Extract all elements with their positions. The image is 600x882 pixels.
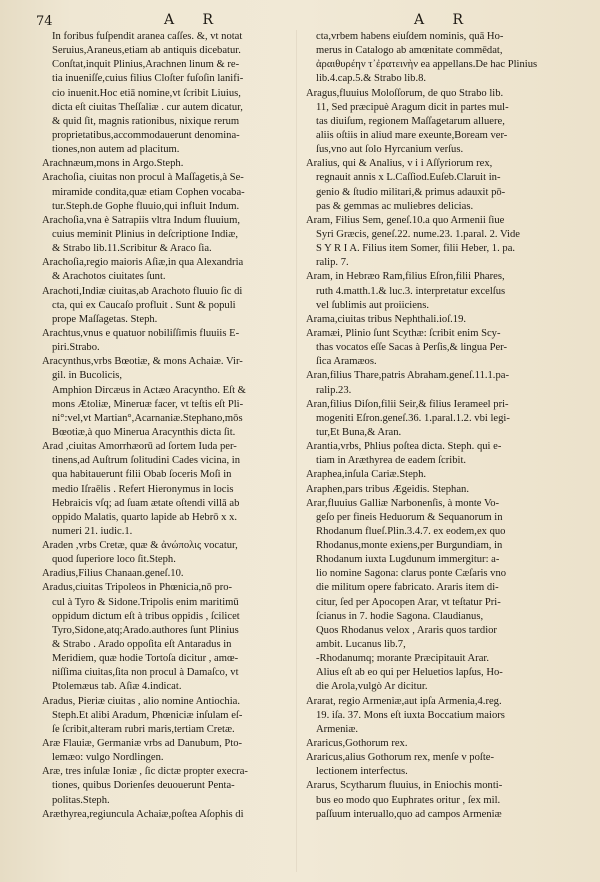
text-line: piri.Strabo.: [52, 342, 100, 354]
text-line: niſſima ciuitas,ſita non procul à Damaſco, vt: [52, 667, 239, 679]
text-line: politas.Steph.: [52, 794, 110, 806]
entry-headword-line: Aran,filius Diſon,filii Seir,& filius Ierameel pri-: [306, 398, 509, 410]
entry-headword-line: Arama,ciuitas tribus Nephthali.ioſ.19.: [306, 313, 467, 325]
text-line: Armeniæ.: [316, 723, 359, 735]
text-line: & quid ſit, magnis rationibus, nixique rerum: [52, 115, 240, 127]
entry-headword-line: Aræthyrea,regiuncula Achaiæ,poſtea Aſophis di: [42, 808, 244, 820]
text-line: Seruius,Araneus,etiam ab antiquis dicebatur.: [52, 45, 241, 57]
entry-headword-line: Araricus,alius Gothorum rex, menſe v poſte-: [306, 752, 494, 764]
running-head-left: A R: [164, 12, 226, 28]
text-line: thas vocatos eſſe Sacas à Perſis,& lingua Per-: [316, 342, 508, 354]
text-line: mons Ætoliæ, Mineruæ facer, vt teſtis eſt Pli-: [52, 398, 244, 410]
text-line: tiones, quibus Dorienſes deuouerunt Penta-: [52, 780, 235, 792]
text-line: Tyro,Sidone,atq;Arado.authores ſunt Plinius: [52, 624, 239, 636]
text-line: Conſtat,inquit Plinius,Arachnen linum & re-: [52, 59, 240, 71]
text-line: mogeniti Eſron.geneſ.36. 1.paral.1.2. vbi legi-: [316, 412, 510, 424]
page-header: [36, 10, 564, 32]
text-line: ſe ſcribit,alteram rubri maris,tertiam Cretæ.: [52, 723, 235, 735]
text-line: tiones,non autem ad placitum.: [52, 144, 180, 156]
entry-headword-line: Arad ,ciuitas Amorrhæorū ad ſortem Iuda per-: [42, 441, 237, 453]
page-number: 74: [36, 14, 53, 29]
entry-headword-line: Aram, Filius Sem, geneſ.10.a quo Armenii ſiue: [306, 214, 505, 226]
text-line: cta, qui ex Caucaſo profluit . Sunt & populi: [52, 299, 236, 311]
text-line: numeri 21. iudic.1.: [52, 525, 133, 537]
text-line: dicta eſt ciuitas Theſſaliæ . cur autem dicatur,: [52, 101, 243, 113]
entry-headword-line: Aracynthus,vrbs Bœotiæ, & mons Achaiæ. Vir-: [42, 356, 243, 368]
text-line: cta,vrbem habens eiuſdem nominis, quā Ho-: [316, 31, 504, 42]
text-line: tia inueniſſe,cuius filius Cloſter fuſoſin lanifi-: [52, 73, 244, 85]
entry-headword-line: Arar,fluuius Galliæ Narbonenſis, à monte Vo-: [306, 497, 500, 509]
left-column: [42, 30, 310, 822]
text-line: geſo per fineis Heduorum & Sequanorum in: [316, 511, 503, 523]
text-line: die Arola,vulgò Ar dicitur.: [316, 681, 428, 693]
text-line: In foribus fuſpendit aranea caſſes. &, vt notat: [52, 31, 243, 42]
text-line: lib.4.cap.5.& Strabo lib.8.: [316, 73, 427, 85]
entry-headword-line: Aran,filius Thare,patris Abraham.geneſ.11.1.pa-: [306, 370, 509, 382]
text-line: regnauit annis x L.Caſſiod.Euſeb.Claruit in-: [316, 172, 501, 184]
text-line: paſſuum interuallo,quo ad campos Armeniæ: [316, 808, 502, 820]
text-line: lio nomine Sagona: clarus ponte Cæſaris vno: [316, 568, 507, 580]
text-line: ralip. 7.: [316, 257, 349, 269]
text-line: Amphion Dircæus in Actæo Aracyntho. Eſt &: [52, 384, 246, 396]
text-line: quod ſuperiore loco ſit.Steph.: [52, 554, 176, 566]
right-column: [306, 30, 574, 822]
text-line: genio & ſtudio militari,& primus adauxit pō-: [316, 186, 506, 198]
text-line: merus in Catalogo ab amœnitate commēdat,: [316, 45, 503, 57]
text-line: cio inuenit.Hoc etiā nomine,vt ſcribit Liuius,: [52, 87, 241, 99]
text-line: tinens,ad Auſtrum ſolitudini Cades vicina, in: [52, 455, 241, 467]
text-line: Rhodanus,monte exiens,per Burgundiam, in: [316, 540, 503, 552]
text-line: lemæo: vulgo Nordlingen.: [52, 752, 164, 764]
text-line: aliis oſtiis in aliud mare exeunte,Boream ver-: [316, 129, 508, 141]
entry-headword-line: Araden ,vrbs Cretæ, quæ & ἀνώπολις vocatur,: [42, 540, 238, 552]
text-line: Rhodanum iuxta Lugdunum immergitur: a-: [316, 554, 500, 566]
text-line: cul à Tyro & Sidone.Tripolis enim maritimū: [52, 596, 239, 608]
text-line: ambit. Lucanus lib.7,: [316, 639, 406, 651]
entry-headword-line: Ararus, Scytharum fluuius, in Eniochis monti-: [306, 780, 503, 792]
running-head-right: A R: [414, 12, 476, 28]
entry-headword-line: Arachtus,vnus e quatuor nobiliſſimis fluuiis E-: [42, 327, 240, 339]
text-line: & Strabo lib.11.Scribitur & Araco ſia.: [52, 243, 212, 255]
text-line: Meridiem, quæ hodie Tortoſa dicitur , amœ-: [52, 653, 239, 665]
text-line: 19. iſa. 37. Mons eſt iuxta Boccatium maiors: [316, 709, 505, 721]
text-line: Hebraicis vſq; ad ſuam ætate oſtendi villā ab: [52, 497, 240, 509]
text-line: proprietatibus,accommodauerunt denomina-: [52, 129, 240, 141]
text-line: ἀραιθυρέην τ᾽ἐρατεινὴν ea appellans.De hac Plinius: [316, 59, 538, 71]
text-line: & Strabo . Arado oppoſita eſt Antaradus in: [52, 639, 232, 651]
entry-headword-line: Arachoſia, ciuitas non procul à Maſſagetis,à Se-: [42, 172, 244, 184]
entry-headword-line: Aradus, Pieriæ ciuitas , alio nomine Antiochia.: [42, 695, 241, 707]
text-line: S Y R I A. Filius item Somer, filii Heber, 1. pa.: [316, 243, 516, 255]
text-line: ſcianus in 7. hodie Sagona. Claudianus,: [316, 610, 484, 622]
text-line: prope Maſſagetas. Steph.: [52, 313, 158, 325]
text-line: Syri Græcis, geneſ.22. nume.23. 1.paral. 2. Vide: [316, 228, 520, 240]
entry-headword-line: Arachoti,Indiæ ciuitas,ab Arachoto fluuio ſic di: [42, 285, 243, 297]
entry-headword-line: Arachnæum,mons in Argo.Steph.: [42, 158, 184, 170]
text-line: bus eo modo quo Euphrates oritur , ſex mil.: [316, 794, 501, 806]
entry-headword-line: Aralius, qui & Analius, v i i Aſſyriorum rex,: [306, 158, 493, 170]
entry-headword-line: Arachoſia,regio maioris Aſiæ,in qua Alexandria: [42, 257, 244, 269]
text-line: qua habitauerunt filii Obab ſoceris Moſi in: [52, 469, 232, 481]
entry-headword-line: Aræ Flauiæ, Germaniæ vrbs ad Danubum, Pto-: [42, 738, 243, 750]
entry-headword-line: Aræ, tres inſulæ Ioniæ , ſic dictæ propter execra-: [42, 766, 248, 778]
text-line: ſica Aramæos.: [316, 356, 377, 368]
text-line: tur,Et Buna,& Aran.: [316, 426, 402, 438]
entry-headword-line: Arachoſia,vna è Satrapiis vltra Indum fluuium,: [42, 214, 240, 226]
entry-headword-line: Araphea,inſula Cariæ.Steph.: [306, 469, 427, 481]
text-line: ralip.23.: [316, 384, 352, 396]
text-line: Alius eſt ab eo qui per Heluetios lapſus, Ho-: [316, 667, 503, 679]
text-line: oppidum dictum eſt à tribus oppidis , ſcilicet: [52, 610, 240, 622]
text-line: Ptolemæus tab. Aſiæ 4.indicat.: [52, 681, 182, 693]
text-line: ni°:vel,vt Martian°,Acarnaniæ.Stephano,mōs: [52, 412, 243, 424]
text-line: tas diuiſum, regionem Maſſagetarum alluere,: [316, 115, 505, 127]
text-line: Rhodanum flueſ.Plin.3.4.7. ex eodem,ex quo: [316, 525, 506, 537]
entry-headword-line: Ararat, regio Armeniæ,aut ipſa Armenia,4.reg.: [306, 695, 502, 707]
entry-headword-line: Aradus,ciuitas Tripoleos in Phœnicia,nō pro-: [42, 582, 233, 594]
text-line: Bœotiæ,à quo Minerua Aracynthis dicta ſit.: [52, 426, 236, 438]
text-line: Quos Rhodanus velox , Araris quos tardior: [316, 624, 497, 636]
entry-headword-line: Araphen,pars tribus Ægeidis. Stephan.: [306, 483, 469, 495]
entry-headword-line: Arantia,vrbs, Phlius poſtea dicta. Steph. qui e-: [306, 441, 502, 453]
text-line: miramide condita,quæ etiam Cophen vocaba-: [52, 186, 245, 198]
text-line: oppido Malatis, quarto lapide ab Hebrō x x.: [52, 511, 238, 523]
text-line: medio Iſraēlis . Refert Hieronymus in locis: [52, 483, 234, 495]
text-line: cuius meminit Plinius in deſcriptione Indiæ,: [52, 228, 238, 240]
text-line: tur.Steph.de Gophe fluuio,qui influit Indum.: [52, 200, 240, 212]
text-line: lectionem interfectus.: [316, 766, 408, 778]
entry-headword-line: Araricus,Gothorum rex.: [306, 738, 408, 750]
text-line: vel ſublimis aut proiiciens.: [316, 299, 429, 311]
entry-headword-line: Aramæi, Plinio ſunt Scythæ: ſcribit enim Scy-: [306, 327, 501, 339]
text-line: tiam in Aræthyrea de eadem ſcribit.: [316, 455, 467, 467]
text-line: pas & gemmas ac muliebres delicias.: [316, 200, 474, 212]
text-line: gil. in Bucolicis,: [52, 370, 123, 382]
entry-headword-line: Aradius,Filius Chanaan.geneſ.10.: [42, 568, 184, 580]
text-line: 11, Sed præcipuè Aragum dicit in partes mul-: [316, 101, 509, 113]
text-line: ſus,vno aut ſolo Hyrcanium verſus.: [316, 144, 464, 156]
entry-headword-line: Aram, in Hebræo Ram,filius Eſron,filii Phares,: [306, 271, 505, 283]
text-line: & Arachotos ciuitates ſunt.: [52, 271, 166, 283]
text-line: ruth 4.matth.1.& luc.3. interpretatur excelſus: [316, 285, 506, 297]
text-line: die militum opere fabricato. Araris item di-: [316, 582, 499, 594]
entry-headword-line: Aragus,fluuius Moloſſorum, de quo Strabo lib.: [306, 87, 504, 99]
text-line: -Rhodanumq; morante Præcipitauit Arar.: [316, 653, 490, 665]
text-line: citur, ſed per Apocopen Arar, vt teſtatur Pri-: [316, 596, 501, 608]
text-line: Steph.Et alibi Aradum, Phœniciæ inſulam eſ-: [52, 709, 243, 721]
